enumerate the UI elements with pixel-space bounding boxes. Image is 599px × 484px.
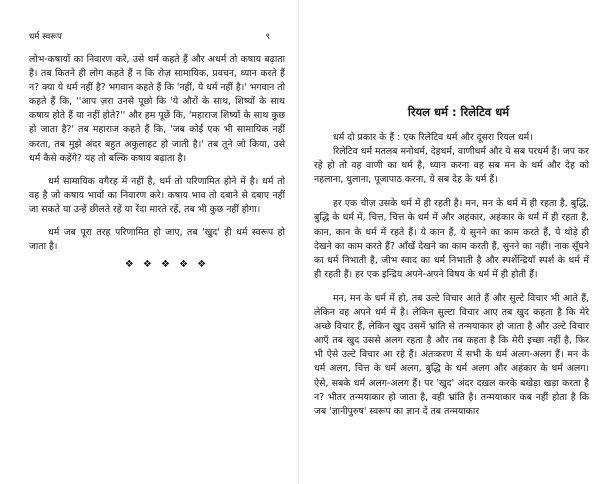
left-paragraph-3: धर्म जब पूरा तरह परिणामित हो जाए, तब 'खुद' ही धर्म स्वरूप हो जाता है। (29, 227, 285, 253)
right-page (299, 0, 599, 484)
left-paragraph-2: धर्म सामायिक वगैरह में नहीं है, धर्म तो परिणामित होने में है। धर्म तो वह है जो कषाय भावों का निवारण करे। कषाय भाव तो दबाने से दबाए नहीं जा सकते या उन्हें छीलते रहें या रेंदा मारते रहें, तब भी कुछ नहीं होगा। (29, 175, 285, 215)
section-end-ornament: ❖ ❖ ❖ ❖ ❖ (124, 259, 210, 271)
left-paragraph-1: लोभ-कषायों का निवारण करे, उसे धर्म कहते हैं और अधर्म तो कषाय बढ़ाता है। तब कितने ही लोग कहते हैं न कि रोज़ सामायिक, प्रवचन, ध्यान करते हैं न? क्या ये धर्म नहीं है? भगवान कहते हैं कि 'नहीं, ये धर्म नहीं है।' भगवान तो कहते हैं कि, ''आप ज़रा उनसे पूछो कि 'ये औरों के साथ, शिष्यों के साथ कषाय होते हैं या नहीं होते?'' और हम पूछें कि, 'महाराज शिष्यों के साथ कुछ हो जाता है?' तब महाराज कहते हैं कि, 'जब कोई एक भी सामायिक नहीं करता, तब मुझे अंदर बहुत अकुलाहट हो जाती है।' तब तूने जो किया, उसे धर्म कैसे कहेंगे? यह तो बल्कि कषाय बढ़ाता है। (29, 54, 285, 164)
right-paragraph-3: हर एक चीज़ उसके धर्म में ही रहती है। मन, मन के धर्म में ही रहता है, बुद्धि, बुद्धि के धर्म में, चित्त, चित्त के धर्म में और अहंकार, अहंकार के धर्म में ही रहता है, कान, कान के धर्म में रहते हैं। ये कान हैं, ये सुनने का काम करते हैं, ये थोड़े ही देखने का काम करते हैं? आँखें देखने का काम करती हैं, सुनने का नहीं। नाक सूँघने का धर्म निभाती है, जीभ स्वाद का धर्म निभाती है और स्पर्शेन्द्रियाँ स्पर्श के धर्म में ही रहती हैं। हर एक इन्द्रिय अपने-अपने विषय के धर्म में ही होती हैं। (314, 198, 589, 280)
right-paragraph-1: धर्म दो प्रकार के हैं : एक रिलेटिव धर्म और दूसरा रियल धर्म। (333, 132, 533, 143)
right-paragraph-4: मन, मन के धर्म में हो, तब उल्टे विचार आते हैं और सुल्टे विचार भी आते हैं, लेकिन वह अपने धर्म में है। लेकिन सुल्टा विचार आए तब खुद कहता है कि मेरे अच्छे विचार हैं, लेकिन खुद उसमें भ्रांति से तन्मयाकार हो जाता है और उल्टे विचार आएँ तब खुद उससे अलग रहता है और तब कहता है कि मेरी इच्छा नहीं है, फिर भी ऐसे उल्टे विचार आ रहे हैं। अंतःकरण में सभी के धर्म अलग-अलग हैं। मन के धर्म अलग, चित्त के धर्म अलग, बुद्धि के धर्म अलग और अहंकार के धर्म अलग। ऐसे, सबके धर्म अलग-अलग हैं। पर 'खुद' अंदर दख़ल करके बखेड़ा खड़ा करता है न? भीतर तन्मयाकार हो जाता है, वही भ्रांति है। तन्मयाकार कब नहीं होता है कि जब 'ज्ञानीपुरुष' स्वरूप का ज्ञान दें तब तन्मयाकार (314, 292, 589, 417)
left-page (0, 0, 299, 484)
running-head (29, 30, 285, 44)
chapter-title: रियल धर्म : रिलेटिव धर्म (407, 105, 510, 119)
right-paragraph-2: रिलेटिव धर्म मतलब मनोधर्म, देहधर्म, वाणीधर्म और ये सब परधर्म हैं। जप कर रहे हो तो वह वाणी का धर्म है, ध्यान करना वह सब मन के धर्म और देह को नहलाना, धुलाना, पूजापाठ करना, ये सब देह के धर्म हैं। (314, 146, 589, 186)
running-head-title: धर्म स्वरूप (29, 32, 62, 42)
page-number: ९ (265, 32, 270, 42)
